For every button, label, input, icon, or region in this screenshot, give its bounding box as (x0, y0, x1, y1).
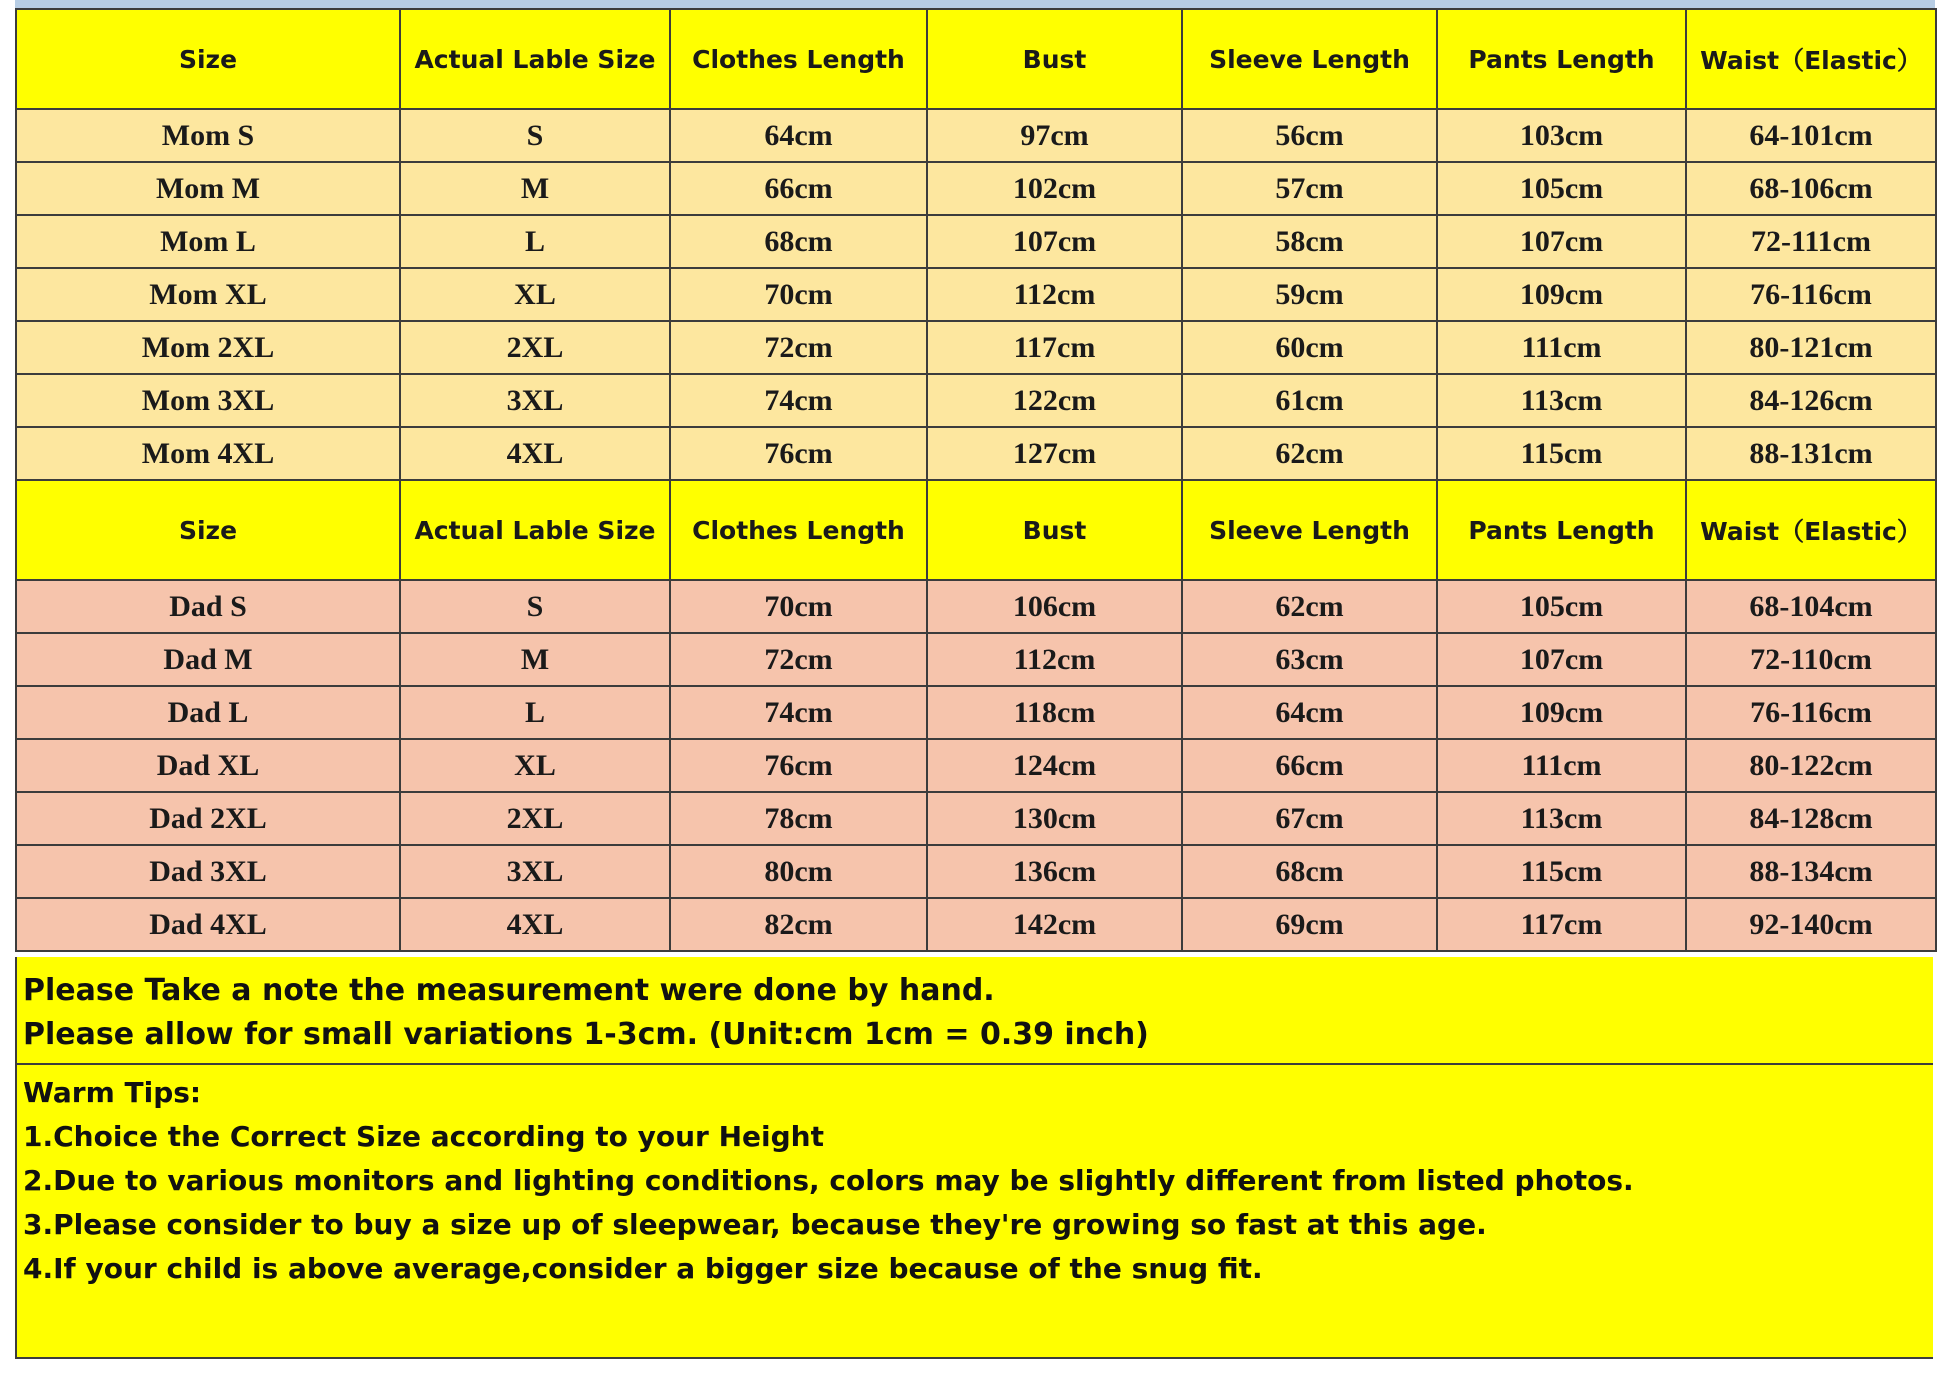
measurement-note (15, 957, 1933, 1065)
table-row (16, 845, 1936, 898)
clothes-length-cell: 74cm (670, 686, 927, 739)
tips-title: Warm Tips: (23, 1076, 202, 1109)
label-size-cell: L (400, 215, 670, 268)
waist-cell: 88-131cm (1686, 427, 1936, 480)
table-row (16, 686, 1936, 739)
header-cell: Clothes Length (670, 9, 927, 109)
sleeve-length-cell: 60cm (1182, 321, 1437, 374)
sleeve-length-cell: 67cm (1182, 792, 1437, 845)
header-cell: Actual Lable Size (400, 9, 670, 109)
label-size-cell: 2XL (400, 792, 670, 845)
header-cell: Sleeve Length (1182, 9, 1437, 109)
label-size-cell: XL (400, 739, 670, 792)
table-row (16, 633, 1936, 686)
waist-cell: 64-101cm (1686, 109, 1936, 162)
sleeve-length-cell: 62cm (1182, 580, 1437, 633)
label-size-cell: 4XL (400, 898, 670, 951)
bust-cell: 102cm (927, 162, 1182, 215)
clothes-length-cell: 68cm (670, 215, 927, 268)
waist-cell: 76-116cm (1686, 268, 1936, 321)
waist-cell: 68-106cm (1686, 162, 1936, 215)
label-size-cell: L (400, 686, 670, 739)
label-size-cell: M (400, 162, 670, 215)
sleeve-length-cell: 66cm (1182, 739, 1437, 792)
label-size-cell: XL (400, 268, 670, 321)
waist-cell: 72-111cm (1686, 215, 1936, 268)
label-size-cell: 3XL (400, 374, 670, 427)
dad-header-row (16, 480, 1936, 580)
label-size-cell: S (400, 580, 670, 633)
bust-cell: 118cm (927, 686, 1182, 739)
size-cell: Mom L (16, 215, 400, 268)
waist-cell: 80-122cm (1686, 739, 1936, 792)
clothes-length-cell: 78cm (670, 792, 927, 845)
mom-header-row (16, 9, 1936, 109)
pants-length-cell: 107cm (1437, 215, 1686, 268)
sleeve-length-cell: 64cm (1182, 686, 1437, 739)
clothes-length-cell: 64cm (670, 109, 927, 162)
table-row (16, 162, 1936, 215)
size-cell: Dad M (16, 633, 400, 686)
tip-item: 1.Choice the Correct Size according to your Height (23, 1120, 824, 1153)
clothes-length-cell: 76cm (670, 427, 927, 480)
pants-length-cell: 107cm (1437, 633, 1686, 686)
header-cell: Pants Length (1437, 480, 1686, 580)
sleeve-length-cell: 63cm (1182, 633, 1437, 686)
waist-cell: 84-128cm (1686, 792, 1936, 845)
size-cell: Dad 2XL (16, 792, 400, 845)
pants-length-cell: 109cm (1437, 268, 1686, 321)
note-line: Please Take a note the measurement were done by hand. (23, 973, 995, 1008)
bust-cell: 122cm (927, 374, 1182, 427)
pants-length-cell: 111cm (1437, 321, 1686, 374)
size-cell: Dad S (16, 580, 400, 633)
sleeve-length-cell: 58cm (1182, 215, 1437, 268)
top-strip (15, 0, 1935, 8)
header-cell: Size (16, 9, 400, 109)
size-cell: Mom 2XL (16, 321, 400, 374)
bust-cell: 107cm (927, 215, 1182, 268)
table-row (16, 580, 1936, 633)
clothes-length-cell: 76cm (670, 739, 927, 792)
bust-cell: 106cm (927, 580, 1182, 633)
label-size-cell: 3XL (400, 845, 670, 898)
table-row (16, 321, 1936, 374)
size-cell: Dad L (16, 686, 400, 739)
header-cell: Actual Lable Size (400, 480, 670, 580)
sleeve-length-cell: 61cm (1182, 374, 1437, 427)
size-table (15, 8, 1937, 952)
pants-length-cell: 117cm (1437, 898, 1686, 951)
sleeve-length-cell: 62cm (1182, 427, 1437, 480)
size-cell: Dad 3XL (16, 845, 400, 898)
label-size-cell: 2XL (400, 321, 670, 374)
pants-length-cell: 115cm (1437, 845, 1686, 898)
table-row (16, 898, 1936, 951)
pants-length-cell: 103cm (1437, 109, 1686, 162)
waist-cell: 92-140cm (1686, 898, 1936, 951)
waist-cell: 88-134cm (1686, 845, 1936, 898)
bust-cell: 112cm (927, 268, 1182, 321)
size-cell: Mom XL (16, 268, 400, 321)
clothes-length-cell: 74cm (670, 374, 927, 427)
pants-length-cell: 105cm (1437, 162, 1686, 215)
pants-length-cell: 113cm (1437, 374, 1686, 427)
pants-length-cell: 113cm (1437, 792, 1686, 845)
clothes-length-cell: 70cm (670, 268, 927, 321)
table-row (16, 427, 1936, 480)
sleeve-length-cell: 56cm (1182, 109, 1437, 162)
sleeve-length-cell: 57cm (1182, 162, 1437, 215)
pants-length-cell: 105cm (1437, 580, 1686, 633)
header-cell: Pants Length (1437, 9, 1686, 109)
size-cell: Dad XL (16, 739, 400, 792)
sleeve-length-cell: 68cm (1182, 845, 1437, 898)
label-size-cell: S (400, 109, 670, 162)
label-size-cell: M (400, 633, 670, 686)
bust-cell: 142cm (927, 898, 1182, 951)
bust-cell: 97cm (927, 109, 1182, 162)
header-cell: Size (16, 480, 400, 580)
header-cell: Sleeve Length (1182, 480, 1437, 580)
clothes-length-cell: 72cm (670, 633, 927, 686)
table-row (16, 215, 1936, 268)
clothes-length-cell: 72cm (670, 321, 927, 374)
waist-cell: 84-126cm (1686, 374, 1936, 427)
tip-item: 3.Please consider to buy a size up of sleepwear, because they're growing so fast at this age. (23, 1208, 1487, 1241)
header-cell: Waist（Elastic） (1686, 9, 1936, 109)
bust-cell: 136cm (927, 845, 1182, 898)
pants-length-cell: 115cm (1437, 427, 1686, 480)
waist-cell: 68-104cm (1686, 580, 1936, 633)
bust-cell: 127cm (927, 427, 1182, 480)
header-cell: Clothes Length (670, 480, 927, 580)
tip-item: 4.If your child is above average,consider a bigger size because of the snug fit. (23, 1252, 1263, 1285)
size-cell: Mom 3XL (16, 374, 400, 427)
pants-length-cell: 109cm (1437, 686, 1686, 739)
bust-cell: 130cm (927, 792, 1182, 845)
header-cell: Waist（Elastic） (1686, 480, 1936, 580)
table-row (16, 268, 1936, 321)
table-row (16, 739, 1936, 792)
clothes-length-cell: 70cm (670, 580, 927, 633)
table-row (16, 792, 1936, 845)
sleeve-length-cell: 59cm (1182, 268, 1437, 321)
clothes-length-cell: 82cm (670, 898, 927, 951)
waist-cell: 80-121cm (1686, 321, 1936, 374)
waist-cell: 72-110cm (1686, 633, 1936, 686)
tip-item: 2.Due to various monitors and lighting conditions, colors may be slightly different from listed photos. (23, 1164, 1634, 1197)
header-cell: Bust (927, 9, 1182, 109)
waist-cell: 76-116cm (1686, 686, 1936, 739)
bust-cell: 124cm (927, 739, 1182, 792)
warm-tips (15, 1065, 1933, 1359)
header-cell: Bust (927, 480, 1182, 580)
size-cell: Mom S (16, 109, 400, 162)
bust-cell: 112cm (927, 633, 1182, 686)
size-cell: Dad 4XL (16, 898, 400, 951)
clothes-length-cell: 66cm (670, 162, 927, 215)
size-cell: Mom M (16, 162, 400, 215)
clothes-length-cell: 80cm (670, 845, 927, 898)
table-row (16, 109, 1936, 162)
size-cell: Mom 4XL (16, 427, 400, 480)
size-chart (15, 0, 1935, 1359)
sleeve-length-cell: 69cm (1182, 898, 1437, 951)
table-row (16, 374, 1936, 427)
pants-length-cell: 111cm (1437, 739, 1686, 792)
note-line: Please allow for small variations 1-3cm. (Unit:cm 1cm = 0.39 inch) (23, 1017, 1149, 1052)
label-size-cell: 4XL (400, 427, 670, 480)
bust-cell: 117cm (927, 321, 1182, 374)
